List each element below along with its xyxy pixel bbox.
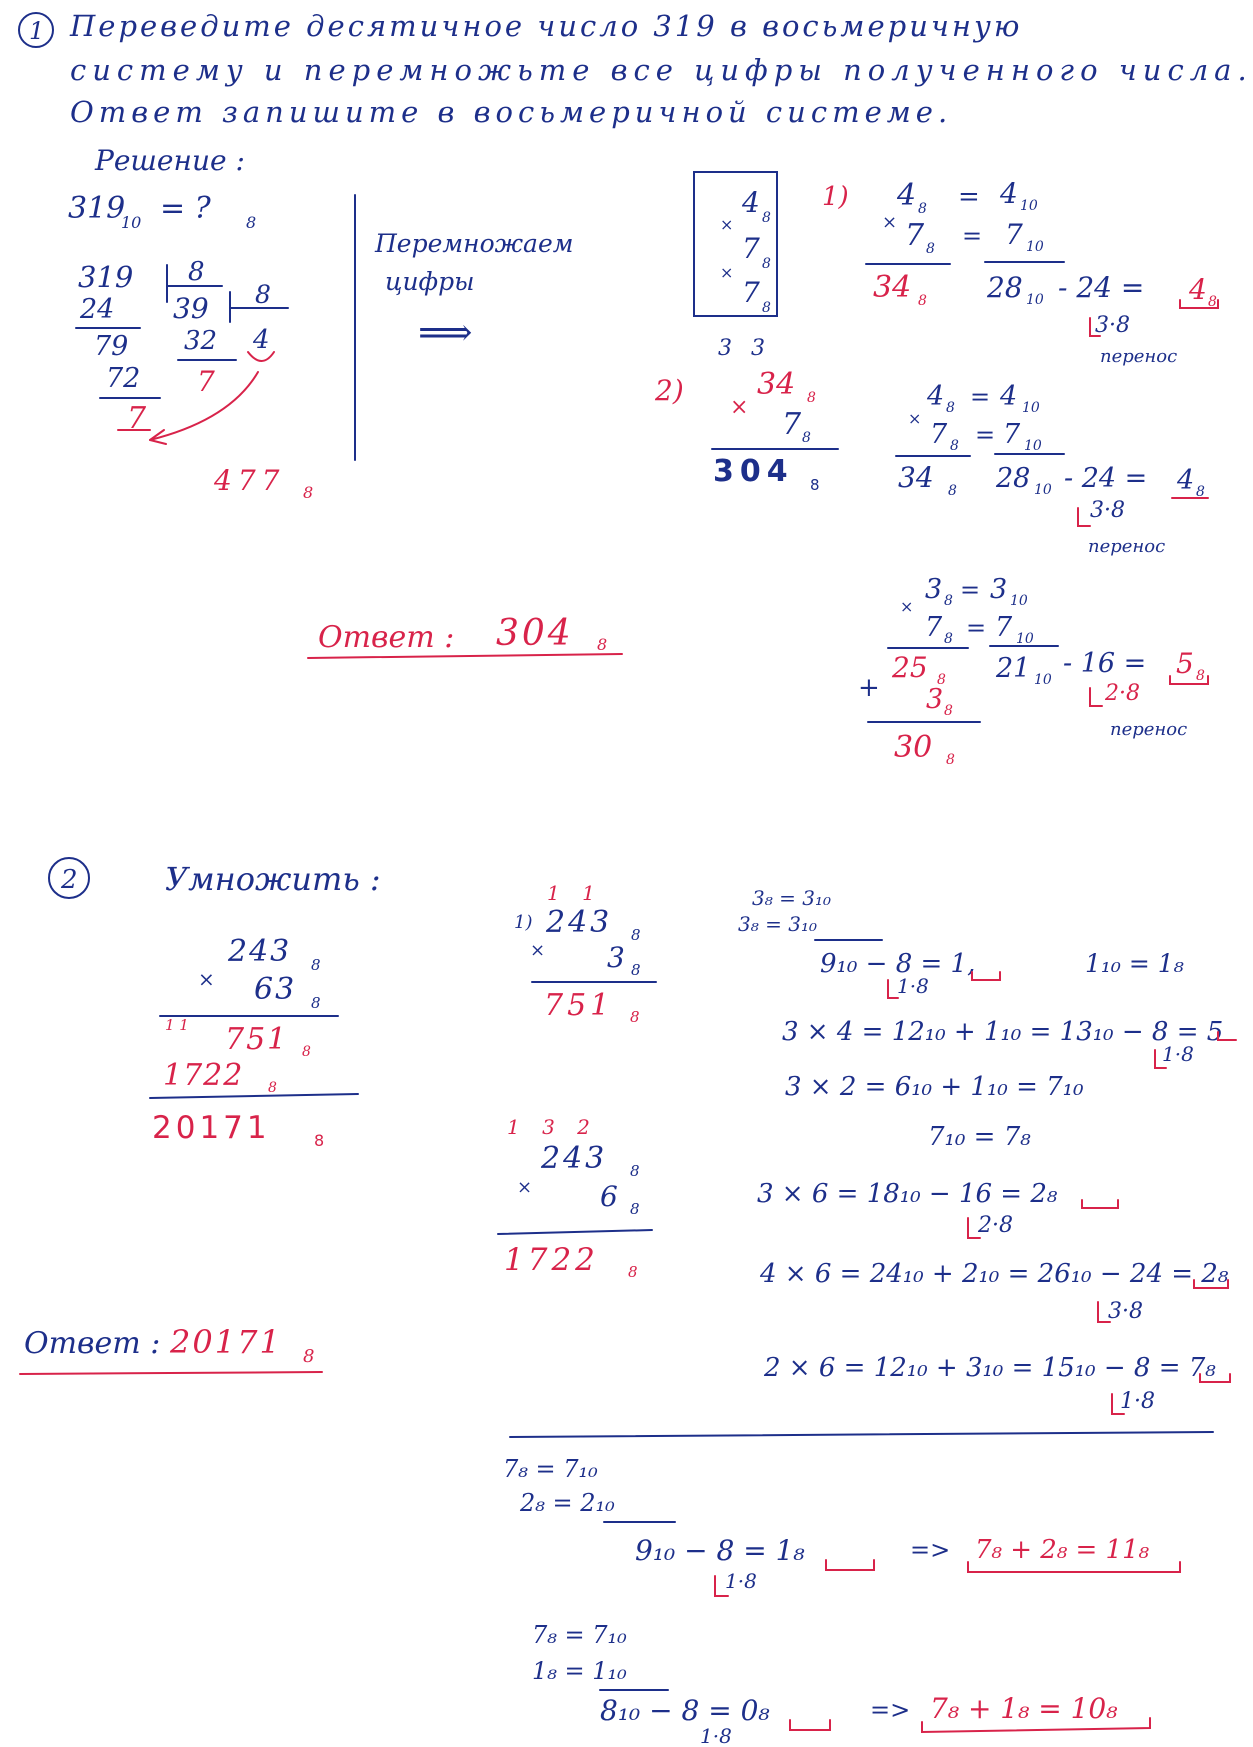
svg-text:8: 8 (946, 752, 955, 768)
svg-text:10: 10 (1026, 292, 1044, 308)
svg-text:×: × (882, 212, 898, 233)
svg-text:=: = (958, 182, 980, 212)
svg-text:243: 243 (228, 934, 292, 969)
svg-text:6: 6 (600, 1180, 618, 1213)
svg-text:7: 7 (930, 419, 948, 450)
svg-text:8: 8 (762, 210, 771, 226)
svg-text:1·8: 1·8 (1162, 1042, 1194, 1066)
task1-answer-value: 304 (496, 613, 574, 654)
svg-text:7₈ = 7₁₀: 7₈ = 7₁₀ (503, 1455, 598, 1483)
svg-text:3 × 2 = 6₁₀ + 1₁₀ = 7₁₀: 3 × 2 = 6₁₀ + 1₁₀ = 7₁₀ (785, 1072, 1084, 1102)
svg-text:3·8: 3·8 (1090, 498, 1125, 523)
conv-eq: = ? (160, 191, 211, 226)
multiply-label-line2: цифры (385, 267, 475, 296)
div2-remainder: 7 (197, 365, 215, 398)
task2-addition-1 (503, 1455, 1180, 1596)
svg-text:8: 8 (937, 672, 946, 688)
task2-header (49, 858, 381, 898)
task1-long-division (76, 257, 313, 502)
svg-text:9₁₀ − 8 = 1,: 9₁₀ − 8 = 1, (820, 949, 976, 979)
svg-text:8: 8 (944, 703, 953, 719)
svg-text:8: 8 (597, 635, 608, 654)
svg-text:243: 243 (546, 905, 613, 940)
svg-text:1₁₀ = 1₈: 1₁₀ = 1₈ (1085, 949, 1184, 978)
div1-sub2: 72 (106, 363, 141, 394)
task1-answer-label: Ответ : (318, 620, 455, 655)
svg-text:10: 10 (1022, 400, 1040, 416)
svg-text:4: 4 (1177, 465, 1195, 496)
step1-label: 1) (822, 182, 849, 212)
step2-label: 2) (655, 374, 684, 407)
svg-text:8: 8 (948, 483, 957, 499)
svg-text:=: = (966, 614, 987, 642)
svg-text:=: = (960, 576, 981, 604)
task1-statement-line2: систему и перемножьте все цифры полученного числа. (70, 53, 1253, 87)
svg-text:8: 8 (311, 956, 321, 974)
svg-text:34: 34 (873, 270, 912, 305)
svg-text:перенос: перенос (1088, 536, 1166, 557)
task2-column-multiplication (150, 934, 358, 1150)
svg-text:3: 3 (607, 941, 625, 974)
svg-text:751: 751 (225, 1022, 289, 1057)
svg-text:7: 7 (1003, 419, 1021, 450)
svg-text:10: 10 (1026, 239, 1044, 255)
svg-text:8: 8 (807, 390, 816, 406)
task1-solution-label: Решение : (95, 144, 245, 177)
svg-text:8: 8 (802, 430, 811, 446)
svg-text:8: 8 (762, 300, 771, 316)
boxed-factor-1: 4 (742, 186, 760, 219)
svg-text:8: 8 (944, 631, 953, 647)
svg-text:8: 8 (950, 438, 959, 454)
svg-text:3₈ = 3₁₀: 3₈ = 3₁₀ (738, 912, 817, 936)
svg-text:3 × 4 = 12₁₀ + 1₁₀ = 13₁₀ − 8: 3 × 4 = 12₁₀ + 1₁₀ = 13₁₀ − 8 = 5 (782, 1017, 1224, 1047)
svg-text:8: 8 (1196, 668, 1205, 684)
svg-text:2 × 6 = 12₁₀ + 3₁₀ = 15₁₀ − 8: 2 × 6 = 12₁₀ + 3₁₀ = 15₁₀ − 8 = 7₈ (764, 1353, 1216, 1383)
conversion-result: 477 (214, 464, 286, 497)
svg-text:10: 10 (1034, 482, 1052, 498)
svg-text:4 × 6 = 24₁₀ + 2₁₀ = 26₁₀ − 24: 4 × 6 = 24₁₀ + 2₁₀ = 26₁₀ − 24 = 2₈ (760, 1259, 1229, 1289)
task2-number: 2 (61, 865, 78, 895)
svg-text:8: 8 (303, 1346, 315, 1367)
task2-answer-label: Ответ : (24, 1326, 161, 1361)
svg-text:3₈ = 3₁₀: 3₈ = 3₁₀ (752, 886, 831, 910)
div1-rem-line: 79 (94, 331, 129, 362)
boxed-factors (694, 172, 777, 316)
svg-text:2·8: 2·8 (1105, 681, 1140, 706)
svg-text:=>: => (910, 1536, 951, 1564)
svg-text:3: 3 (925, 574, 943, 605)
svg-text:751: 751 (544, 988, 614, 1023)
svg-text:2·8: 2·8 (978, 1213, 1013, 1238)
svg-text:8: 8 (1208, 294, 1217, 310)
task1-step2 (654, 336, 838, 494)
div1-remainder: 7 (127, 401, 147, 436)
multiply-label-line1: Перемножаем (375, 229, 574, 258)
svg-text:7: 7 (782, 407, 802, 442)
task1-detail-a (896, 381, 1208, 557)
svg-text:×: × (900, 597, 914, 616)
svg-text:8: 8 (944, 593, 953, 609)
boxed-factor-2: 7 (742, 232, 760, 265)
svg-text:перенос: перенос (1100, 346, 1178, 367)
svg-text:1·8: 1·8 (725, 1569, 757, 1593)
task1-step1 (822, 177, 1218, 367)
svg-text:8: 8 (630, 1162, 640, 1180)
task1-statement-line3: Ответ запишите в восьмеричной системе. (70, 95, 953, 129)
svg-text:=>: => (870, 1696, 911, 1724)
svg-text:8: 8 (918, 293, 927, 309)
svg-text:3 × 6 = 18₁₀ − 16 = 2₈: 3 × 6 = 18₁₀ − 16 = 2₈ (757, 1179, 1058, 1209)
svg-text:1 1: 1 1 (165, 1016, 189, 1034)
svg-text:3: 3 (926, 684, 944, 715)
task1-conversion-header (68, 191, 256, 232)
svg-text:7: 7 (1005, 218, 1023, 251)
svg-text:3 3: 3 3 (718, 336, 771, 361)
svg-text:10: 10 (1024, 438, 1042, 454)
svg-text:+: + (858, 673, 880, 703)
svg-text:4: 4 (897, 178, 917, 213)
svg-text:1 3 2: 1 3 2 (507, 1115, 598, 1139)
task2-answer (20, 1323, 322, 1374)
conv-rhs-base: 8 (246, 213, 257, 232)
svg-text:9₁₀ − 8 = 1₈: 9₁₀ − 8 = 1₈ (635, 1534, 805, 1567)
task1-answer (308, 613, 622, 658)
svg-text:7: 7 (925, 612, 943, 643)
svg-text:×: × (720, 263, 734, 282)
task2-addition-2 (532, 1621, 1150, 1747)
svg-text:1722: 1722 (163, 1058, 244, 1093)
svg-text:8: 8 (631, 961, 641, 979)
svg-text:×: × (730, 395, 749, 420)
div2-sub: 32 (184, 326, 218, 356)
svg-text:3·8: 3·8 (1108, 1299, 1143, 1324)
svg-text:21: 21 (996, 653, 1031, 684)
svg-text:- 24 =: - 24 = (1064, 463, 1148, 494)
task2-answer-value: 20171 (170, 1323, 282, 1361)
svg-text:10: 10 (1016, 631, 1034, 647)
div1-divisor: 8 (188, 257, 205, 287)
svg-text:1·8: 1·8 (897, 974, 929, 998)
svg-text:7₈ + 1₈ = 10₈: 7₈ + 1₈ = 10₈ (930, 1692, 1118, 1725)
svg-text:2₈ = 2₁₀: 2₈ = 2₁₀ (520, 1489, 615, 1517)
svg-text:8: 8 (628, 1263, 638, 1281)
svg-text:28: 28 (987, 271, 1023, 304)
svg-text:=: = (962, 222, 983, 250)
svg-text:10: 10 (1010, 593, 1028, 609)
svg-text:28: 28 (996, 463, 1031, 494)
svg-text:30: 30 (894, 730, 933, 765)
svg-text:×: × (198, 967, 215, 991)
svg-text:=: = (970, 383, 991, 411)
conv-lhs-number: 319 (68, 191, 126, 226)
conversion-result-base: 8 (303, 483, 314, 502)
svg-text:5: 5 (1176, 647, 1194, 680)
svg-text:8: 8 (311, 994, 321, 1012)
svg-text:8: 8 (631, 926, 641, 944)
step2-product: 304 (713, 454, 794, 489)
svg-text:8: 8 (810, 476, 820, 494)
task2-column-result: 20171 (152, 1110, 271, 1146)
svg-text:8: 8 (946, 400, 955, 416)
svg-text:4: 4 (1000, 177, 1018, 210)
svg-text:8: 8 (926, 241, 935, 257)
svg-text:34: 34 (898, 461, 934, 494)
div2-divisor: 8 (255, 280, 271, 309)
task1-number: 1 (29, 17, 45, 45)
svg-text:1): 1) (514, 912, 533, 933)
svg-text:243: 243 (541, 1141, 608, 1176)
div2-quotient: 4 (253, 325, 270, 355)
svg-text:8: 8 (302, 1044, 311, 1060)
svg-text:25: 25 (892, 651, 928, 684)
svg-text:перенос: перенос (1110, 719, 1188, 740)
div1-sub: 24 (80, 294, 115, 325)
boxed-factor-3: 7 (742, 276, 760, 309)
conv-lhs-base: 10 (121, 213, 142, 232)
svg-text:8: 8 (630, 1008, 640, 1026)
task2-title: Умножить : (165, 860, 381, 898)
svg-text:8: 8 (314, 1131, 325, 1150)
svg-text:1₈ = 1₁₀: 1₈ = 1₁₀ (532, 1657, 627, 1685)
task2-detail-lines (738, 886, 1236, 1414)
svg-text:8: 8 (630, 1200, 640, 1218)
svg-text:8: 8 (268, 1080, 277, 1096)
task2-separator-line (510, 1432, 1213, 1437)
svg-text:×: × (908, 409, 922, 428)
svg-text:8₁₀ − 8 = 0₈: 8₁₀ − 8 = 0₈ (600, 1694, 770, 1727)
task1-detail-b (858, 574, 1208, 768)
svg-text:10: 10 (1020, 198, 1038, 214)
svg-text:8: 8 (918, 201, 927, 217)
svg-text:10: 10 (1034, 672, 1052, 688)
svg-text:4: 4 (1189, 273, 1207, 306)
task2-mult1 (514, 881, 656, 1026)
svg-text:1722: 1722 (504, 1242, 599, 1278)
svg-text:8: 8 (1196, 484, 1205, 500)
svg-text:7₁₀ = 7₈: 7₁₀ = 7₈ (928, 1122, 1031, 1152)
svg-text:×: × (530, 940, 546, 961)
svg-text:7₈ = 7₁₀: 7₈ = 7₁₀ (532, 1621, 627, 1649)
svg-text:=: = (975, 421, 996, 449)
svg-text:×: × (517, 1177, 533, 1198)
svg-text:3·8: 3·8 (1095, 313, 1130, 338)
svg-text:×: × (720, 215, 734, 234)
svg-text:1·8: 1·8 (700, 1724, 732, 1747)
svg-text:1·8: 1·8 (1120, 1389, 1155, 1414)
svg-text:4: 4 (1000, 381, 1018, 412)
task1-statement (19, 9, 1253, 129)
div1-dividend: 319 (78, 260, 134, 294)
svg-text:7: 7 (905, 218, 925, 253)
multiply-arrow: ⟹ (418, 310, 473, 354)
svg-text:7: 7 (995, 612, 1013, 643)
svg-text:7₈ + 2₈ = 11₈: 7₈ + 2₈ = 11₈ (975, 1535, 1150, 1565)
svg-text:1 1: 1 1 (547, 881, 603, 905)
task2-mult2 (498, 1115, 652, 1281)
svg-text:4: 4 (927, 381, 945, 412)
svg-text:- 16 =: - 16 = (1063, 648, 1147, 679)
svg-text:34: 34 (757, 367, 796, 402)
svg-text:63: 63 (254, 972, 297, 1007)
svg-text:8: 8 (762, 256, 771, 272)
svg-text:- 24 =: - 24 = (1058, 271, 1145, 304)
div1-quotient: 39 (173, 292, 209, 325)
task1-statement-line1: Переведите десятичное число 319 в восьмеричную (70, 9, 1023, 43)
svg-text:3: 3 (990, 574, 1008, 605)
